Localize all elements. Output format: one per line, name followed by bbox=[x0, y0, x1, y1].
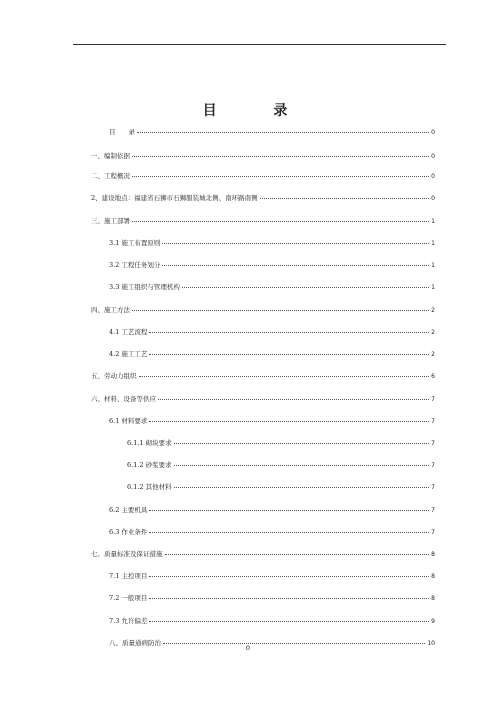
toc-entry[interactable] bbox=[109, 594, 435, 603]
toc-entry[interactable] bbox=[109, 261, 435, 270]
toc-entry-page: 6 bbox=[431, 373, 435, 380]
toc-entry-text: 7.3 允许偏差 bbox=[109, 617, 148, 625]
toc-leader bbox=[260, 193, 430, 199]
toc-entry-page: 10 bbox=[427, 640, 435, 647]
toc-entry[interactable] bbox=[91, 152, 435, 161]
toc-entry-text: 六、材料、设备等供应 bbox=[91, 395, 156, 403]
toc-leader bbox=[149, 527, 429, 533]
toc-entry-text: 二、工程概况 bbox=[91, 172, 130, 180]
toc-entry-page: 1 bbox=[431, 218, 435, 225]
toc-entry-page: 8 bbox=[431, 595, 435, 602]
toc-entry[interactable] bbox=[91, 217, 435, 226]
toc-entry-page: 0 bbox=[431, 173, 435, 180]
toc-entry-text: 3.1 施工布置原则 bbox=[109, 239, 161, 247]
toc-entry-page: 7 bbox=[431, 529, 435, 536]
toc-entry-page: 2 bbox=[431, 329, 435, 336]
toc-leader bbox=[174, 438, 430, 444]
toc-leader bbox=[149, 416, 429, 422]
toc-entry[interactable] bbox=[127, 483, 435, 492]
toc-entry-page: 7 bbox=[431, 484, 435, 491]
toc-leader bbox=[162, 260, 429, 266]
header-rule bbox=[73, 44, 446, 45]
toc-leader bbox=[174, 460, 430, 466]
toc-entry[interactable] bbox=[91, 172, 435, 181]
toc-entry-text: 6.1.1 砌块要求 bbox=[127, 439, 172, 447]
toc-entry-page: 0 bbox=[431, 195, 435, 202]
toc-entry-page: 0 bbox=[431, 129, 435, 136]
toc-leader bbox=[165, 549, 430, 555]
toc-entry[interactable] bbox=[109, 283, 435, 292]
toc-entry-page: 1 bbox=[431, 240, 435, 247]
toc-leader bbox=[149, 349, 429, 355]
toc-entry-text: 八、质量通病防治 bbox=[109, 639, 161, 647]
toc-entry-page: 7 bbox=[431, 507, 435, 514]
toc-entry-page: 2 bbox=[431, 307, 435, 314]
toc-leader bbox=[132, 216, 429, 222]
toc-entry-text: 6.1.2 其他材料 bbox=[127, 483, 172, 491]
toc-entry[interactable] bbox=[109, 239, 435, 248]
toc-entry-page: 1 bbox=[431, 284, 435, 291]
toc-entry-page: 7 bbox=[431, 396, 435, 403]
toc-entry-text: 七、质量标准及保证措施 bbox=[91, 550, 163, 558]
toc-entry[interactable] bbox=[109, 350, 435, 359]
toc-leader bbox=[149, 593, 429, 599]
toc-entry-page: 8 bbox=[431, 551, 435, 558]
toc-leader bbox=[149, 327, 429, 333]
toc-leader bbox=[132, 171, 429, 177]
toc-leader bbox=[132, 151, 429, 157]
toc-entry-text: 4.1 工艺流程 bbox=[109, 328, 148, 336]
toc-leader bbox=[139, 371, 430, 377]
toc-entry[interactable] bbox=[127, 461, 435, 470]
toc-entry[interactable] bbox=[91, 194, 435, 203]
toc-leader bbox=[149, 571, 429, 577]
toc-entry-text: 四、施工方法 bbox=[91, 306, 130, 314]
toc-title: 目 录 bbox=[202, 103, 314, 119]
toc-entry-text: 2、建设地点：福建省石狮市石狮服装城北侧、南环路南侧 bbox=[91, 194, 258, 202]
toc-leader bbox=[149, 616, 429, 622]
toc-entry-text: 3.3 施工组织与管理机构 bbox=[109, 283, 180, 291]
toc-entry-text: 目 录 bbox=[109, 128, 135, 136]
toc-entry[interactable] bbox=[91, 395, 435, 404]
toc-leader bbox=[174, 482, 430, 488]
toc-leader bbox=[132, 305, 429, 311]
toc-entry-page: 9 bbox=[431, 618, 435, 625]
toc-entry-page: 0 bbox=[431, 153, 435, 160]
toc-entry-page: 8 bbox=[431, 573, 435, 580]
toc-entry[interactable] bbox=[109, 572, 435, 581]
toc-leader bbox=[182, 282, 429, 288]
toc-entry-text: 7.2 一般项目 bbox=[109, 594, 148, 602]
toc-entry-text: 7.1 主控项目 bbox=[109, 572, 148, 580]
toc-entry-text: 6.2 主要机具 bbox=[109, 506, 148, 514]
toc-leader bbox=[149, 505, 429, 511]
toc-entry[interactable] bbox=[109, 128, 435, 137]
toc-entry[interactable] bbox=[109, 417, 435, 426]
toc-entry-text: 6.3 作业条件 bbox=[109, 528, 148, 536]
toc-entry[interactable] bbox=[109, 506, 435, 515]
toc-entry[interactable] bbox=[91, 306, 435, 315]
toc-entry[interactable] bbox=[91, 550, 435, 559]
toc-entry-page: 7 bbox=[431, 462, 435, 469]
toc-entry-text: 6.1.2 砂浆要求 bbox=[127, 461, 172, 469]
toc-entry-text: 三、施工部署 bbox=[91, 217, 130, 225]
toc-entry-text: 4.2 施工工艺 bbox=[109, 350, 148, 358]
toc-leader bbox=[162, 238, 429, 244]
toc-entry-text: 6.1 材料要求 bbox=[109, 417, 148, 425]
toc-entry[interactable] bbox=[109, 528, 435, 537]
toc-leader bbox=[137, 127, 429, 133]
toc-entry-page: 2 bbox=[431, 351, 435, 358]
toc-entry-page: 7 bbox=[431, 440, 435, 447]
toc-entry-page: 1 bbox=[431, 262, 435, 269]
toc-entry[interactable] bbox=[91, 372, 435, 381]
toc-entry-text: 一、编制依据 bbox=[91, 152, 130, 160]
footer-page-number: 0 bbox=[245, 644, 251, 652]
toc-entry[interactable] bbox=[109, 617, 435, 626]
toc-entry[interactable] bbox=[127, 439, 435, 448]
toc-entry-page: 7 bbox=[431, 418, 435, 425]
toc-entry[interactable] bbox=[109, 328, 435, 337]
toc-entry-text: 五、劳动力组织 bbox=[91, 372, 137, 380]
toc-entry-text: 3.2 工程任务划分 bbox=[109, 261, 161, 269]
toc-leader bbox=[158, 394, 429, 400]
